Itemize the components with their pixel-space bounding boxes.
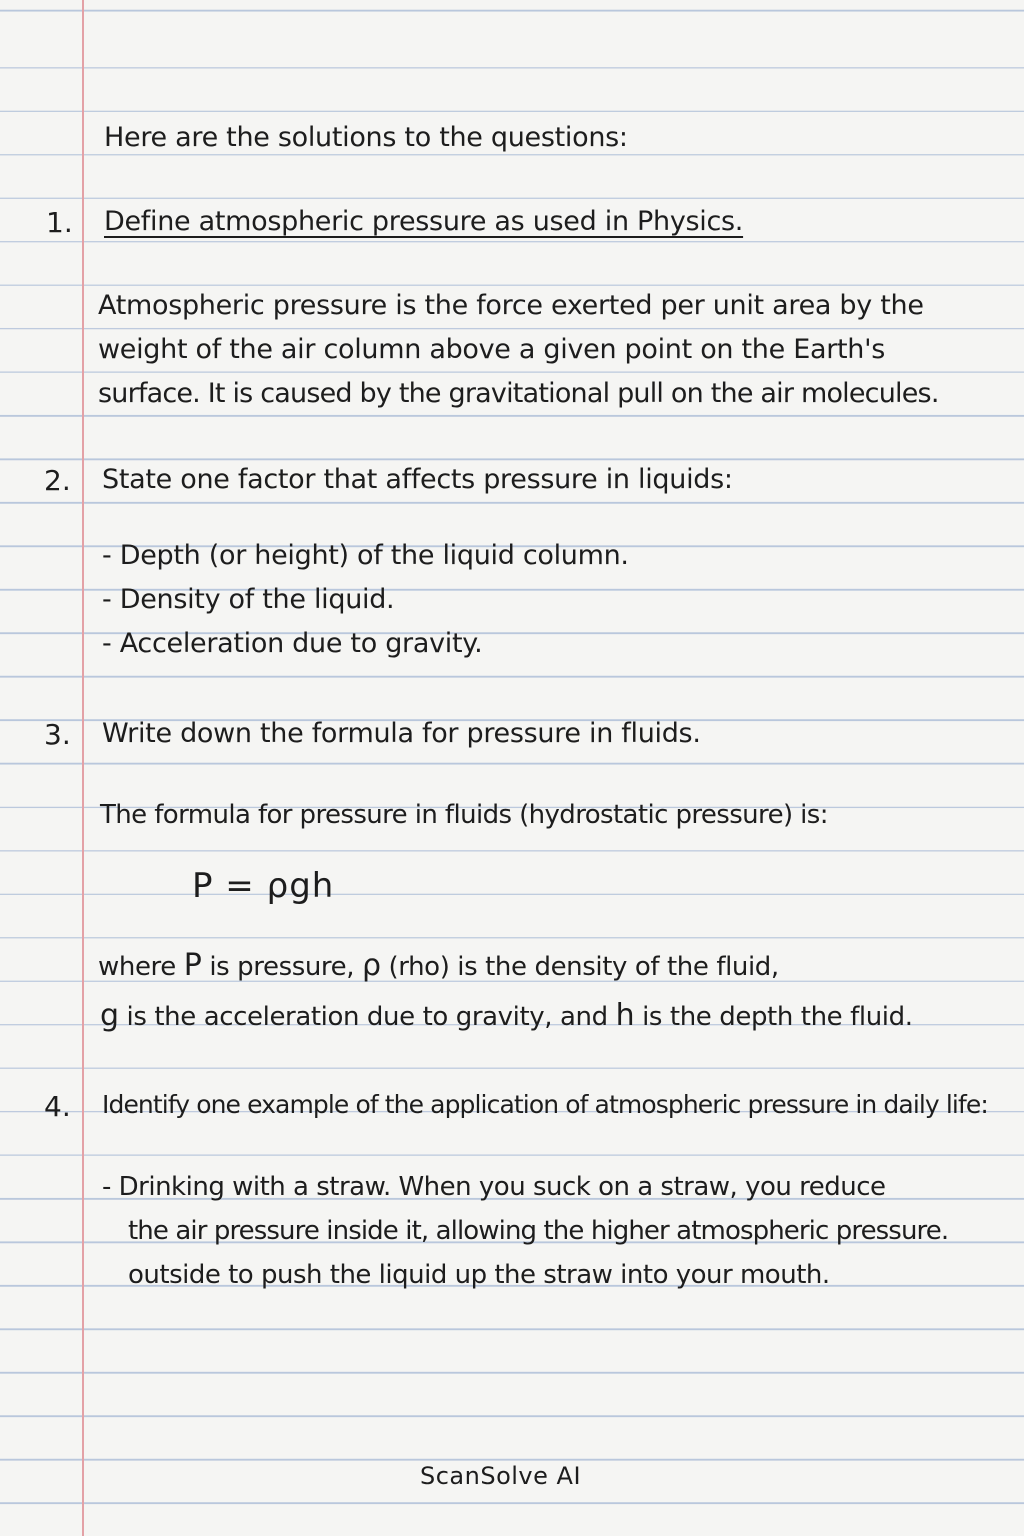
- question-3-text: Write down the formula for pressure in fluids.: [102, 718, 701, 749]
- answer-1-line-3: surface. It is caused by the gravitational pull on the air molecules.: [98, 378, 939, 409]
- intro-text: Here are the solutions to the questions:: [104, 122, 628, 153]
- answer-3-intro: The formula for pressure in fluids (hydrostatic pressure) is:: [100, 800, 828, 830]
- answer-1-line-1: Atmospheric pressure is the force exerted per unit area by the: [98, 290, 924, 321]
- g-description: is the acceleration due to gravity, and: [126, 1002, 608, 1032]
- question-4-text: Identify one example of the application of atmospheric pressure in daily life:: [102, 1090, 988, 1119]
- answer-4-line-2: the air pressure inside it, allowing the higher atmospheric pressure.: [128, 1216, 949, 1246]
- answer-2-bullet-1: - Depth (or height) of the liquid column.: [102, 540, 629, 571]
- footer-brand: ScanSolve AI: [420, 1462, 582, 1490]
- margin-line: [82, 0, 84, 1536]
- symbol-h: h: [615, 998, 635, 1033]
- answer-3-where-line-1: [98, 948, 779, 983]
- rho-description: (rho) is the density of the fluid,: [388, 952, 779, 982]
- question-2-number: 2.: [44, 464, 71, 497]
- symbol-p: P: [183, 948, 202, 983]
- h-description: is the depth the fluid.: [642, 1002, 913, 1032]
- where-word: where: [98, 952, 176, 982]
- answer-3-where-line-2: [100, 998, 913, 1033]
- answer-1-line-2: weight of the air column above a given point on the Earth's: [98, 334, 885, 365]
- answer-4-line-1: - Drinking with a straw. When you suck on a straw, you reduce: [102, 1172, 886, 1202]
- symbol-rho: ρ: [362, 948, 381, 983]
- pressure-formula: P = ρgh: [192, 866, 335, 906]
- question-1-number: 1.: [46, 206, 73, 239]
- answer-4-line-3: outside to push the liquid up the straw into your mouth.: [128, 1260, 830, 1290]
- answer-2-bullet-3: - Acceleration due to gravity.: [102, 628, 483, 659]
- question-2-text: State one factor that affects pressure in liquids:: [102, 464, 733, 495]
- answer-2-bullet-2: - Density of the liquid.: [102, 584, 395, 615]
- is-pressure-text: is pressure,: [209, 952, 355, 982]
- symbol-g: g: [100, 998, 119, 1033]
- question-4-number: 4.: [44, 1090, 71, 1123]
- question-3-number: 3.: [44, 718, 71, 751]
- question-1-text: Define atmospheric pressure as used in Physics.: [104, 206, 744, 237]
